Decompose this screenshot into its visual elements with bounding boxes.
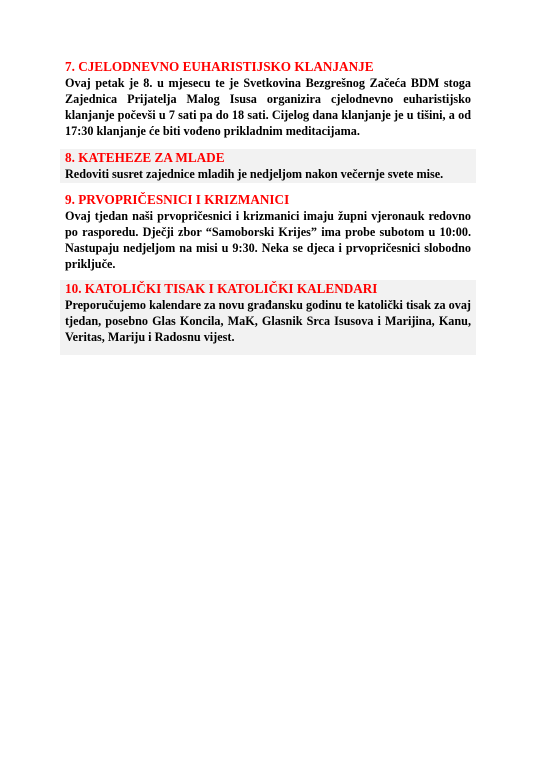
section-body: Ovaj tjedan naši prvopričesnici i krizmanici imaju župni vjeronauk redovno po rasporedu. Dječji zbor “Samoborski Krijes” ima probe subotom u 10:00. Nastupaju nedjeljom na misi u 9:30. Neka se djeca i prvopričesnici slobodno priključe. bbox=[65, 209, 471, 271]
announcement-section-9 bbox=[60, 192, 476, 270]
section-body: Preporučujemo kalendare za novu građansku godinu te katolički tisak za ovaj tjedan, posebno Glas Koncila, MaK, Glasnik Srca Isusova i Marijina, Kanu, Veritas, Mariju i Radosnu vijest. bbox=[65, 298, 471, 344]
section-body: Redoviti susret zajednice mladih je nedjeljom nakon večernje svete mise. bbox=[65, 167, 444, 181]
section-heading: 7. CJELODNEVNO EUHARISTIJSKO KLANJANJE bbox=[65, 59, 374, 74]
announcement-section-10 bbox=[60, 280, 476, 355]
section-heading: 10. KATOLIČKI TISAK I KATOLIČKI KALENDARI bbox=[65, 281, 378, 296]
section-heading: 9. PRVOPRIČESNICI I KRIZMANICI bbox=[65, 192, 290, 207]
section-body: Ovaj petak je 8. u mjesecu te je Svetkovina Bezgrešnog Začeća BDM stoga Zajednica Prijatelja Malog Isusa organizira cjelodnevno euharistijsko klanjanje počevši u 7 sati pa do 18 sati. Cijelog dana klanjanje je u tišini, a od 17:30 klanjanje će biti vođeno prikladnim meditacijama. bbox=[65, 76, 471, 138]
announcement-section-8 bbox=[60, 149, 476, 183]
section-heading: 8. KATEHEZE ZA MLADE bbox=[65, 150, 225, 165]
announcement-section-7 bbox=[60, 59, 476, 139]
